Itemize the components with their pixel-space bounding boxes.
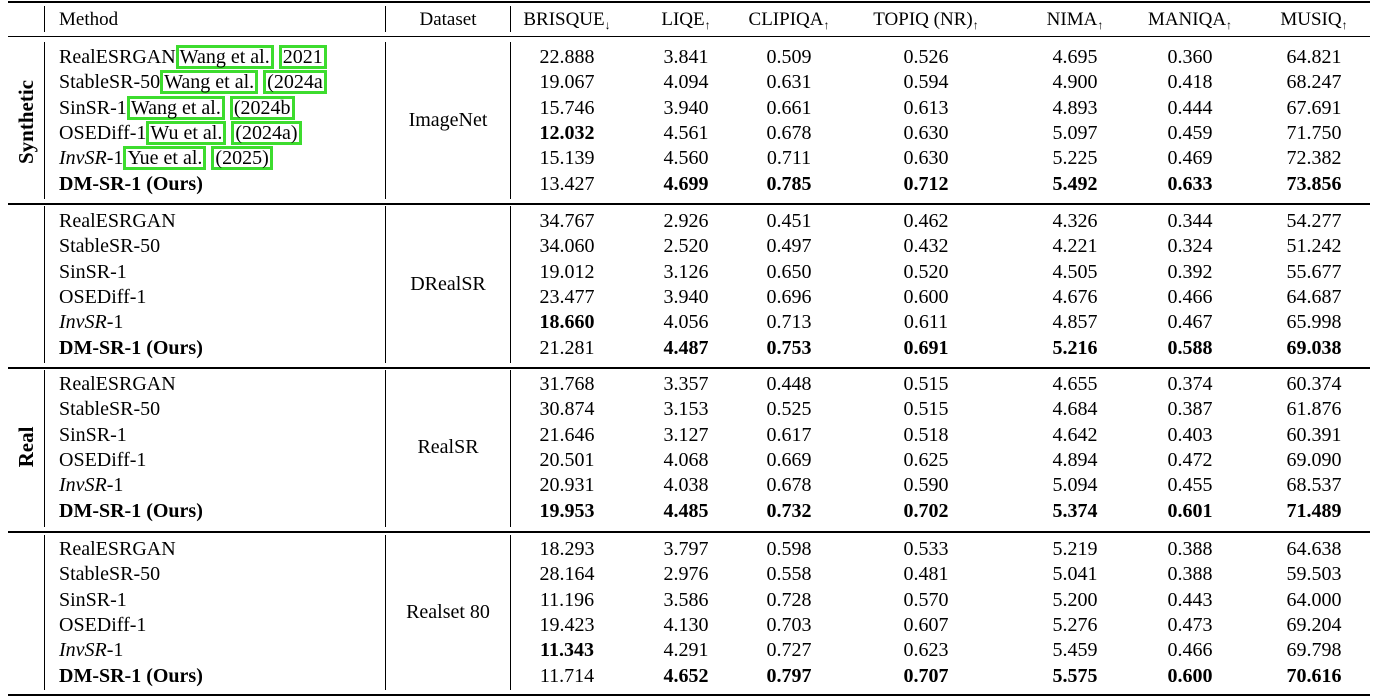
method-cell: [59, 45, 327, 69]
method-name: OSEDiff-1: [59, 449, 147, 471]
citation-year-box[interactable]: (2024b: [230, 96, 295, 120]
section-rule: [8, 203, 1370, 205]
header-dataset: Dataset: [419, 9, 477, 30]
citation-box[interactable]: Yue et al.: [123, 146, 206, 170]
metric-value: 3.586: [663, 589, 709, 611]
metric-value: 69.204: [1286, 614, 1342, 636]
metric-value: 72.382: [1286, 147, 1342, 169]
metric-value: 28.164: [539, 563, 595, 585]
section-vline: [385, 42, 386, 199]
metric-value: 0.466: [1167, 639, 1213, 661]
header-metric: [709, 8, 869, 32]
method-italic: InvSR: [59, 147, 107, 169]
section-rule: [8, 531, 1370, 533]
method-name: SinSR-1: [59, 261, 127, 283]
metric-value: 20.501: [539, 449, 595, 471]
metric-value: 4.676: [1052, 286, 1098, 308]
method-name: OSEDiff-1: [59, 286, 147, 308]
metric-value: 0.570: [903, 589, 949, 611]
metric-value: 0.448: [766, 373, 812, 395]
method-cell: [59, 209, 176, 233]
metric-value: 5.216: [1052, 337, 1098, 359]
metric-value: 0.472: [1167, 449, 1213, 471]
header-metric-name: MANIQA: [1147, 9, 1227, 30]
method-cell: [59, 499, 203, 523]
header-metric-arrow: ↑: [972, 18, 979, 32]
method-cell: [59, 146, 273, 170]
metric-value: 69.798: [1286, 639, 1342, 661]
metric-value: 0.324: [1167, 235, 1213, 257]
citation-year-box[interactable]: (2025): [211, 146, 272, 170]
metric-value: 3.940: [663, 286, 709, 308]
metric-value: 2.976: [663, 563, 709, 585]
method-cell: [59, 397, 160, 421]
metric-value: 15.139: [539, 147, 595, 169]
metric-value: 23.477: [539, 286, 595, 308]
metric-value: 0.594: [903, 71, 949, 93]
metric-value: 0.630: [903, 122, 949, 144]
metric-value: 5.276: [1052, 614, 1098, 636]
header-metric-name: NIMA: [1046, 9, 1098, 30]
method-cell: [59, 473, 123, 497]
metric-value: 0.451: [766, 210, 812, 232]
metric-value: 0.418: [1167, 71, 1213, 93]
method-name: -1: [106, 147, 124, 169]
metric-value: 51.242: [1286, 235, 1342, 257]
metric-value: 4.655: [1052, 373, 1098, 395]
metric-value: 0.469: [1167, 147, 1213, 169]
method-cell: [59, 372, 176, 396]
metric-value: 4.221: [1052, 235, 1098, 257]
metric-value: 5.219: [1052, 538, 1098, 560]
metric-value: 60.391: [1286, 424, 1342, 446]
header-metric-name: TOPIQ (NR): [873, 9, 973, 30]
metric-value: 4.326: [1052, 210, 1098, 232]
method-italic: InvSR: [59, 311, 107, 333]
metric-value: 69.038: [1286, 337, 1342, 359]
metric-value: 0.797: [766, 665, 812, 687]
metric-value: 5.492: [1052, 173, 1098, 195]
method-cell: [59, 260, 127, 284]
header-metric-arrow: ↑: [823, 18, 830, 32]
metric-value: 5.200: [1052, 589, 1098, 611]
metric-value: 4.561: [663, 122, 709, 144]
dataset-label: DRealSR: [410, 273, 486, 296]
method-name: -1: [106, 474, 124, 496]
metric-value: 4.560: [663, 147, 709, 169]
method-cell: [59, 448, 146, 472]
metric-value: 4.893: [1052, 97, 1098, 119]
method-name: SinSR-1: [59, 589, 127, 611]
top-rule: [8, 1, 1370, 3]
method-name: RealESRGAN: [59, 538, 176, 560]
metric-value: 2.520: [663, 235, 709, 257]
metric-value: 59.503: [1286, 563, 1342, 585]
header-vline: [44, 6, 45, 32]
metric-value: 61.876: [1286, 398, 1342, 420]
group-label: Synthetic: [14, 80, 38, 164]
metric-value: 0.388: [1167, 538, 1213, 560]
metric-value: 0.392: [1167, 261, 1213, 283]
metric-value: 2.926: [663, 210, 709, 232]
citation-box[interactable]: Wang et al.: [160, 70, 258, 94]
metric-value: 3.126: [663, 261, 709, 283]
citation-box[interactable]: Wang et al.: [127, 96, 225, 120]
method-cell: [59, 562, 160, 586]
metric-value: 4.056: [663, 311, 709, 333]
metric-value: 5.094: [1052, 474, 1098, 496]
metric-value: 0.466: [1167, 286, 1213, 308]
metric-value: 0.678: [766, 474, 812, 496]
metric-value: 34.060: [539, 235, 595, 257]
metric-value: 64.821: [1286, 46, 1342, 68]
method-name: RealESRGAN: [59, 46, 176, 68]
metric-value: 0.630: [903, 147, 949, 169]
metric-value: 0.481: [903, 563, 949, 585]
bottom-rule: [8, 694, 1370, 696]
metric-value: 34.767: [539, 210, 595, 232]
metric-value: 31.768: [539, 373, 595, 395]
metric-value: 64.687: [1286, 286, 1342, 308]
section-vline: [44, 206, 45, 363]
metric-value: 19.423: [539, 614, 595, 636]
metric-value: 0.712: [903, 173, 949, 195]
metric-value: 0.600: [903, 286, 949, 308]
header-metric-arrow: ↓: [604, 18, 611, 32]
method-name: SinSR-1: [59, 97, 127, 119]
metric-value: 0.785: [766, 173, 812, 195]
metric-value: 5.225: [1052, 147, 1098, 169]
metric-value: 0.611: [903, 311, 949, 333]
metric-value: 71.489: [1286, 500, 1342, 522]
metric-value: 0.625: [903, 449, 949, 471]
metric-value: 0.600: [1167, 665, 1213, 687]
section-vline: [385, 370, 386, 527]
metric-value: 0.515: [903, 398, 949, 420]
metric-value: 0.388: [1167, 563, 1213, 585]
metric-value: 5.575: [1052, 665, 1098, 687]
method-name: SinSR-1: [59, 424, 127, 446]
metric-value: 4.857: [1052, 311, 1098, 333]
metric-value: 67.691: [1286, 97, 1342, 119]
metric-value: 55.677: [1286, 261, 1342, 283]
method-cell: [59, 336, 203, 360]
metric-value: 4.652: [663, 665, 709, 687]
metric-value: 0.607: [903, 614, 949, 636]
metric-value: 4.642: [1052, 424, 1098, 446]
metric-value: 60.374: [1286, 373, 1342, 395]
metric-value: 19.012: [539, 261, 595, 283]
metric-value: 69.090: [1286, 449, 1342, 471]
metric-value: 11.196: [539, 589, 595, 611]
metric-value: 3.357: [663, 373, 709, 395]
metric-value: 0.515: [903, 373, 949, 395]
metric-value: 0.601: [1167, 500, 1213, 522]
method-name: RealESRGAN: [59, 373, 176, 395]
metric-value: 54.277: [1286, 210, 1342, 232]
metric-value: 0.509: [766, 46, 812, 68]
metric-value: 0.432: [903, 235, 949, 257]
header-metric: [846, 8, 1006, 32]
metric-value: 3.841: [663, 46, 709, 68]
method-name: -1: [106, 639, 124, 661]
metric-value: 0.669: [766, 449, 812, 471]
metric-value: 0.462: [903, 210, 949, 232]
metric-value: 68.537: [1286, 474, 1342, 496]
metric-value: 22.888: [539, 46, 595, 68]
method-cell: [59, 234, 160, 258]
section-vline: [44, 42, 45, 199]
metric-value: 18.660: [539, 311, 595, 333]
metric-value: 0.613: [903, 97, 949, 119]
metric-value: 0.703: [766, 614, 812, 636]
metric-value: 0.403: [1167, 424, 1213, 446]
metric-value: 0.588: [1167, 337, 1213, 359]
metric-value: 0.443: [1167, 589, 1213, 611]
header-metric-arrow: ↑: [1341, 18, 1348, 32]
metric-value: 0.696: [766, 286, 812, 308]
method-cell: [59, 172, 203, 196]
metric-value: 5.459: [1052, 639, 1098, 661]
method-cell: [59, 613, 146, 637]
metric-value: 0.459: [1167, 122, 1213, 144]
metric-value: 4.699: [663, 173, 709, 195]
section-vline: [385, 535, 386, 690]
metric-value: 4.485: [663, 500, 709, 522]
method-name: DM-SR-1 (Ours): [59, 500, 203, 522]
section-vline: [44, 535, 45, 690]
metric-value: 4.094: [663, 71, 709, 93]
metric-value: 0.633: [1167, 173, 1213, 195]
header-rule: [8, 36, 1370, 37]
metric-value: 0.650: [766, 261, 812, 283]
metric-value: 3.153: [663, 398, 709, 420]
method-name: StableSR-50: [59, 71, 161, 93]
metric-value: 0.707: [903, 665, 949, 687]
metric-value: 0.661: [766, 97, 812, 119]
metric-value: 64.000: [1286, 589, 1342, 611]
method-cell: [59, 588, 127, 612]
metric-value: 65.998: [1286, 311, 1342, 333]
metric-value: 0.728: [766, 589, 812, 611]
header-metric-arrow: ↑: [704, 18, 711, 32]
metric-value: 4.505: [1052, 261, 1098, 283]
method-cell: [59, 664, 203, 688]
metric-value: 15.746: [539, 97, 595, 119]
metric-value: 0.702: [903, 500, 949, 522]
metric-value: 0.678: [766, 122, 812, 144]
method-name: DM-SR-1 (Ours): [59, 173, 203, 195]
metric-value: 21.281: [539, 337, 595, 359]
method-name: StableSR-50: [59, 235, 161, 257]
metric-value: 0.526: [903, 46, 949, 68]
metric-value: 0.558: [766, 563, 812, 585]
metric-value: 0.497: [766, 235, 812, 257]
method-name: DM-SR-1 (Ours): [59, 337, 203, 359]
metric-value: 0.631: [766, 71, 812, 93]
header-vline: [510, 6, 511, 32]
metric-value: 70.616: [1286, 665, 1342, 687]
metric-value: 73.856: [1286, 173, 1342, 195]
metric-value: 4.684: [1052, 398, 1098, 420]
metric-value: 3.797: [663, 538, 709, 560]
method-name: OSEDiff-1: [59, 614, 147, 636]
metric-value: 0.598: [766, 538, 812, 560]
method-cell: [59, 638, 123, 662]
metric-value: 0.590: [903, 474, 949, 496]
header-method: Method: [59, 9, 119, 30]
metric-value: 0.727: [766, 639, 812, 661]
method-name: OSEDiff-1: [59, 122, 147, 144]
metric-value: 0.360: [1167, 46, 1213, 68]
header-metric-arrow: ↑: [1226, 18, 1233, 32]
metric-value: 71.750: [1286, 122, 1342, 144]
metric-value: 4.894: [1052, 449, 1098, 471]
metric-value: 68.247: [1286, 71, 1342, 93]
dataset-label: ImageNet: [408, 109, 488, 132]
metric-value: 0.444: [1167, 97, 1213, 119]
section-vline: [44, 370, 45, 527]
citation-box[interactable]: Wang et al.: [176, 45, 274, 69]
metric-value: 0.387: [1167, 398, 1213, 420]
metric-value: 0.344: [1167, 210, 1213, 232]
citation-year-box[interactable]: (2024a): [231, 121, 301, 145]
metric-value: 0.374: [1167, 373, 1213, 395]
metric-value: 4.695: [1052, 46, 1098, 68]
method-name: -1: [106, 311, 124, 333]
metric-value: 0.518: [903, 424, 949, 446]
metric-value: 11.343: [540, 639, 594, 661]
header-vline: [385, 6, 386, 32]
group-label: Real: [14, 426, 38, 468]
method-name: RealESRGAN: [59, 210, 176, 232]
metric-value: 0.753: [766, 337, 812, 359]
metric-value: 30.874: [539, 398, 595, 420]
metric-value: 11.714: [539, 665, 595, 687]
metric-value: 20.931: [539, 474, 595, 496]
metric-value: 4.487: [663, 337, 709, 359]
metric-value: 4.291: [663, 639, 709, 661]
method-cell: [59, 96, 295, 120]
metric-value: 3.940: [663, 97, 709, 119]
method-name: StableSR-50: [59, 398, 161, 420]
metric-value: 0.711: [766, 147, 812, 169]
metric-value: 5.374: [1052, 500, 1098, 522]
metric-value: 5.041: [1052, 563, 1098, 585]
metric-value: 64.638: [1286, 538, 1342, 560]
section-vline: [385, 206, 386, 363]
metric-value: 4.038: [663, 474, 709, 496]
method-name: DM-SR-1 (Ours): [59, 665, 203, 687]
metric-value: 0.617: [766, 424, 812, 446]
metric-value: 19.067: [539, 71, 595, 93]
metric-value: 0.623: [903, 639, 949, 661]
metric-value: 0.533: [903, 538, 949, 560]
header-metric-name: CLIPIQA: [748, 9, 824, 30]
method-cell: [59, 121, 302, 145]
metric-value: 4.900: [1052, 71, 1098, 93]
metric-value: 18.293: [539, 538, 595, 560]
method-cell: [59, 423, 127, 447]
metric-value: 12.032: [539, 122, 595, 144]
header-metric: [1234, 8, 1377, 32]
method-name: StableSR-50: [59, 563, 161, 585]
citation-year-box[interactable]: 2021: [279, 45, 327, 69]
method-italic: InvSR: [59, 639, 107, 661]
method-cell: [59, 70, 327, 94]
section-rule: [8, 367, 1370, 369]
metric-value: 4.130: [663, 614, 709, 636]
header-metric-name: LIQE: [661, 9, 705, 30]
method-cell: [59, 310, 123, 334]
dataset-label: Realset 80: [406, 601, 490, 624]
metric-value: 0.525: [766, 398, 812, 420]
method-cell: [59, 537, 176, 561]
metric-value: 0.732: [766, 500, 812, 522]
header-metric-name: MUSIQ: [1280, 9, 1342, 30]
metric-value: 19.953: [539, 500, 595, 522]
metric-value: 0.455: [1167, 474, 1213, 496]
metric-value: 13.427: [539, 173, 595, 195]
method-italic: InvSR: [59, 474, 107, 496]
citation-box[interactable]: Wu et al.: [146, 121, 226, 145]
header-metric-name: BRISQUE: [523, 9, 605, 30]
metric-value: 21.646: [539, 424, 595, 446]
metric-value: 3.127: [663, 424, 709, 446]
header-metric-arrow: ↑: [1097, 18, 1104, 32]
dataset-label: RealSR: [417, 436, 479, 459]
metric-value: 0.467: [1167, 311, 1213, 333]
metric-value: 4.068: [663, 449, 709, 471]
metric-value: 5.097: [1052, 122, 1098, 144]
metric-value: 0.520: [903, 261, 949, 283]
citation-year-box[interactable]: (2024a: [263, 70, 327, 94]
metric-value: 0.473: [1167, 614, 1213, 636]
metric-value: 0.713: [766, 311, 812, 333]
metric-value: 0.691: [903, 337, 949, 359]
method-cell: [59, 285, 146, 309]
